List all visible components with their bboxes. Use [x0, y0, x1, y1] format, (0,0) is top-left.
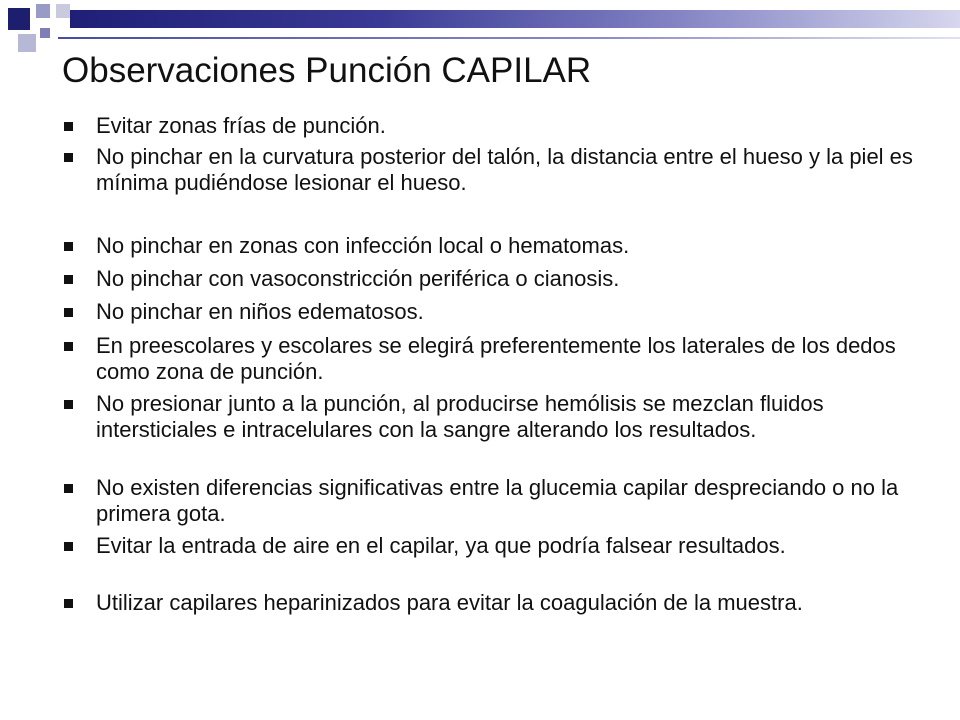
- square-bullet-icon: [64, 542, 73, 551]
- list-item-text: Utilizar capilares heparinizados para evitar la coagulación de la muestra.: [96, 590, 803, 615]
- square-bullet-icon: [64, 242, 73, 251]
- list-item-text: No pinchar con vasoconstricción periférica o cianosis.: [96, 266, 620, 291]
- list-item-text: En preescolares y escolares se elegirá preferentemente los laterales de los dedos como zona de punción.: [96, 333, 896, 384]
- list-item-text: Evitar la entrada de aire en el capilar, ya que podría falsear resultados.: [96, 533, 786, 558]
- square-bullet-icon: [64, 153, 73, 162]
- square-bullet-icon: [64, 400, 73, 409]
- list-item-text: No pinchar en la curvatura posterior del talón, la distancia entre el hueso y la piel es mínima pudiéndose lesionar el hueso.: [96, 144, 913, 195]
- square-bullet-icon: [64, 308, 73, 317]
- square-bullet-icon: [64, 275, 73, 284]
- square-bullet-icon: [64, 342, 73, 351]
- square-bullet-icon: [64, 122, 73, 131]
- list-item-text: Evitar zonas frías de punción.: [96, 113, 386, 138]
- list-item-text: No existen diferencias significativas entre la glucemia capilar despreciando o no la primera gota.: [96, 475, 899, 526]
- list-item-text: No pinchar en zonas con infección local o hematomas.: [96, 233, 630, 258]
- list-item-text: No presionar junto a la punción, al producirse hemólisis se mezclan fluidos intersticiales e intracelulares con la sangre alterando los resultados.: [96, 391, 824, 442]
- slide-title: Observaciones Punción CAPILAR: [62, 51, 592, 90]
- square-bullet-icon: [64, 599, 73, 608]
- list-item-text: No pinchar en niños edematosos.: [96, 299, 424, 324]
- square-bullet-icon: [64, 484, 73, 493]
